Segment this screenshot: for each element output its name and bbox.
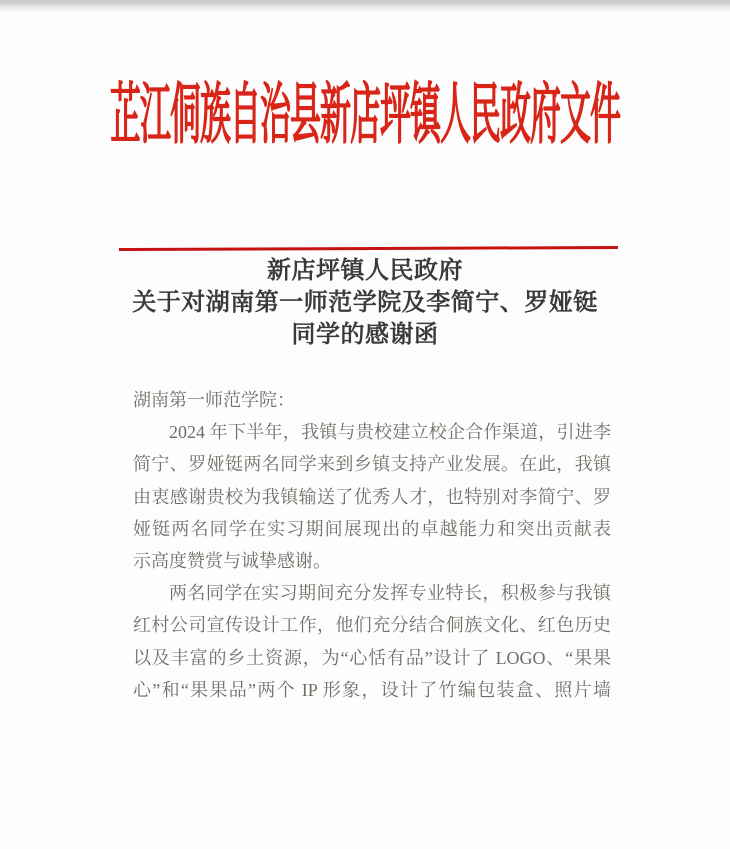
body-line: 红村公司宣传设计工作，他们充分结合侗族文化、红色历史 <box>133 615 611 636</box>
body-line: 湖南第一师范学院： <box>133 390 295 410</box>
body-line: 以及丰富的乡土资源，为“心恬有品”设计了 LOGO、“果果 <box>133 647 611 668</box>
body-text <box>133 384 611 706</box>
letterhead-title: 芷江侗族自治县新店坪镇人民政府文件 <box>110 76 620 153</box>
body-line: 娅铤两名同学在实习期间展现出的卓越能力和突出贡献表 <box>133 518 611 539</box>
body-line: 心”和“果果品”两个 IP 形象，设计了竹编包装盒、照片墙 <box>133 679 611 700</box>
body-line: 简宁、罗娅铤两名同学来到乡镇支持产业发展。在此，我镇 <box>133 454 611 475</box>
body-line: 示高度赞赏与诚挚感谢。 <box>133 551 331 572</box>
red-divider-line <box>119 246 618 251</box>
page-top-shadow <box>0 0 730 14</box>
body-line: 2024 年下半年，我镇与贵校建立校企合作渠道，引进李 <box>169 422 611 443</box>
document-title-line2: 关于对湖南第一师范学院及李简宁、罗娅铤 <box>132 290 598 316</box>
document-title-line3: 同学的感谢函 <box>291 322 439 348</box>
document-title-line1: 新店坪镇人民政府 <box>267 258 463 284</box>
document-title <box>0 255 730 351</box>
body-line: 由衷感谢贵校为我镇输送了优秀人才，也特别对李简宁、罗 <box>133 486 611 507</box>
body-line: 两名同学在实习期间充分发挥专业特长，积极参与我镇 <box>169 583 611 604</box>
